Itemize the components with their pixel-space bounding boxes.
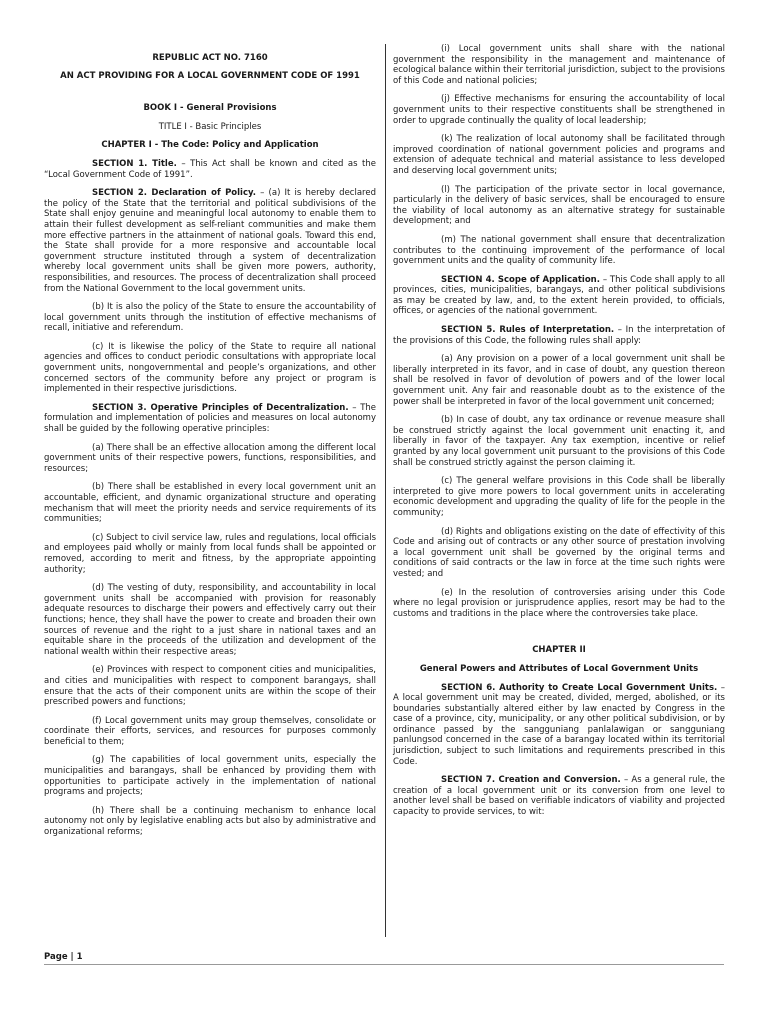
section-5-d: (d) Rights and obligations existing on the date of effectivity of this Code and arising out of contracts or any other source of prestation involving a local government unit shall be governed by the original terms and conditions of said contracts or the law in force at the time such rights were vested; and — [393, 526, 725, 579]
section-3-heading: SECTION 3. Operative Principles of Decentralization. — [92, 402, 349, 413]
right-column — [393, 44, 725, 826]
section-5-c: (c) The general welfare provisions in this Code shall be liberally interpreted to give more powers to local government units in accelerating economic development and upgrading the quality of life for the people in the community; — [393, 476, 725, 518]
section-7 — [393, 775, 725, 817]
section-5-e: (e) In the resolution of controversies arising under this Code where no legal provision or jurisprudence applies, resort may be had to the customs and traditions in the place where the controversies take place. — [393, 587, 725, 619]
footer-rule — [44, 964, 724, 965]
chapter-2-heading: CHAPTER II — [532, 645, 586, 656]
section-6-body: – A local government unit may be created, divided, merged, abolished, or its boundaries substantially altered either by law enacted by Congress in the case of a province, city, municipality, or any other political subdivision, or by ordinance passed by the sangguniang panlalawigan or sangguniang panlungsod concerned in the case of a barangay located within its territorial jurisdiction, subject to such limitations and requirements prescribed in this Code. — [393, 682, 725, 767]
section-1 — [44, 159, 376, 180]
section-3-b: (b) There shall be established in every local government unit an accountable, efficient, and dynamic organizational structure and operating mechanism that will meet the priority needs and service requirements of its communities; — [44, 482, 376, 525]
section-7-body: – As a general rule, the creation of a local government unit or its conversion from one level to another level shall be based on verifiable indicators of viability and projected capacity to provide services, to wit: — [393, 775, 725, 818]
section-3-i: (i) Local government units shall share with the national government the responsibility in the management and maintenance of ecological balance within their territorial jurisdiction, subject to the provisions of this Code and national policies; — [393, 44, 725, 86]
section-2 — [44, 188, 376, 294]
section-3-body: – The formulation and implementation of policies and measures on local autonomy shall be guided by the following operative principles: — [44, 402, 377, 435]
book-heading: BOOK I - General Provisions — [143, 103, 277, 114]
section-3-j: (j) Effective mechanisms for ensuring the accountability of local government units to their respective constituents shall be strengthened in order to upgrade continually the quality of local leadership; — [393, 94, 725, 126]
section-5-b: (b) In case of doubt, any tax ordinance or revenue measure shall be construed strictly against the local government unit enacting it, and liberally in favor of the taxpayer. Any tax exemption, incentive or relief granted by any local government unit pursuant to the provisions of this Code shall be construed strictly against the person claiming it. — [393, 415, 725, 468]
column-divider — [385, 44, 386, 937]
section-3 — [44, 403, 376, 435]
section-1-body: – This Act shall be known and cited as the “Local Government Code of 1991”. — [44, 158, 376, 180]
section-4 — [393, 275, 725, 317]
section-2-b: (b) It is also the policy of the State to ensure the accountability of local government units through the institution of effective mechanisms of recall, initiative and referendum. — [44, 302, 376, 334]
section-5-body: – In the interpretation of the provisions of this Code, the following rules shall apply: — [393, 325, 725, 346]
title-heading: TITLE I - Basic Principles — [158, 121, 262, 132]
section-5 — [393, 325, 725, 346]
section-3-c: (c) Subject to civil service law, rules and regulations, local officials and employees paid wholly or mainly from local funds shall be appointed or removed, according to merit and fitness, by the appropriate appointing authority; — [44, 532, 376, 575]
section-6 — [393, 683, 725, 768]
section-4-heading: SECTION 4. Scope of Application. — [441, 274, 600, 285]
chapter-heading: CHAPTER I - The Code: Policy and Application — [101, 140, 319, 151]
section-3-l: (l) The participation of the private sector in local governance, particularly in the delivery of basic services, shall be encouraged to ensure the viability of local autonomy as an alternative strategy for sustainable development; and — [393, 184, 725, 227]
section-2-heading: SECTION 2. Declaration of Policy. — [92, 188, 256, 199]
section-2-body: – (a) It is hereby declared the policy of the State that the territorial and political subdivisions of the State shall enjoy genuine and meaningful local autonomy to enable them to attain their fullest development as self-reliant communities and make them more effective partners in the attainment of national goals. Toward this end, the State shall provide for a more responsive and accountable local government structure instituted through a system of decentralization whereby local government units shall be given more powers, authority, responsibilities, and resources. The process of decentralization shall proceed from the National Government to the local government units. — [44, 188, 376, 294]
act-title: AN ACT PROVIDING FOR A LOCAL GOVERNMENT CODE OF 1991 — [60, 70, 360, 81]
act-number: REPUBLIC ACT NO. 7160 — [152, 53, 268, 63]
section-3-d: (d) The vesting of duty, responsibility, and accountability in local government units shall be accompanied with provision for reasonably adequate resources to discharge their powers and effectively carry out their functions; hence, they shall have the power to create and broaden their own sources of revenue and the right to a just share in national taxes and an equitable share in the proceeds of the utilization and development of the national wealth within their respective areas; — [44, 583, 376, 657]
section-6-heading: SECTION 6. Authority to Create Local Government Units. — [441, 682, 718, 693]
section-5-a: (a) Any provision on a power of a local government unit shall be liberally interpreted in its favor, and in case of doubt, any question thereon shall be resolved in favor of devolution of powers and of the lower local government unit. Any fair and reasonable doubt as to the existence of the power shall be interpreted in favor of the local government unit concerned; — [393, 354, 725, 407]
section-3-h: (h) There shall be a continuing mechanism to enhance local autonomy not only by legislative enabling acts but also by administrative and organizational reforms; — [44, 805, 376, 838]
section-3-a: (a) There shall be an effective allocation among the different local government units of their respective powers, functions, responsibilities, and resources; — [44, 442, 376, 474]
section-3-m: (m) The national government shall ensure that decentralization contributes to the continuing improvement of the performance of local government units and the quality of community life. — [393, 234, 725, 267]
section-3-f: (f) Local government units may group themselves, consolidate or coordinate their efforts, services, and resources for purposes commonly beneficial to them; — [44, 715, 376, 747]
section-3-g: (g) The capabilities of local government units, especially the municipalities and barangays, shall be enhanced by providing them with opportunities to participate actively in the implementation of national programs and projects; — [44, 755, 376, 798]
chapter-2-title: General Powers and Attributes of Local Government Units — [419, 663, 699, 674]
section-1-heading: SECTION 1. Title. — [92, 158, 177, 169]
section-7-heading: SECTION 7. Creation and Conversion. — [441, 775, 621, 786]
left-column — [44, 44, 376, 846]
page-number: Page | 1 — [44, 952, 83, 962]
section-3-e: (e) Provinces with respect to component cities and municipalities, and cities and municipalities with respect to component barangays, shall ensure that the acts of their component units are within the scope of their prescribed powers and functions; — [44, 665, 376, 708]
section-4-body: – This Code shall apply to all provinces, cities, municipalities, barangays, and other political subdivisions as may be created by law, and, to the extent herein provided, to officials, offices, or agencies of the national government. — [393, 274, 726, 317]
section-5-heading: SECTION 5. Rules of Interpretation. — [441, 325, 615, 336]
section-3-k: (k) The realization of local autonomy shall be facilitated through improved coordination of national government policies and programs and extension of adequate technical and material assistance to less developed and deserving local government units; — [393, 134, 725, 176]
section-2-c: (c) It is likewise the policy of the State to require all national agencies and offices to conduct periodic consultations with appropriate local government units, nongovernmental and people’s organizations, and other concerned sectors of the community before any project or program is implemented in their respective jurisdictions. — [44, 341, 376, 395]
